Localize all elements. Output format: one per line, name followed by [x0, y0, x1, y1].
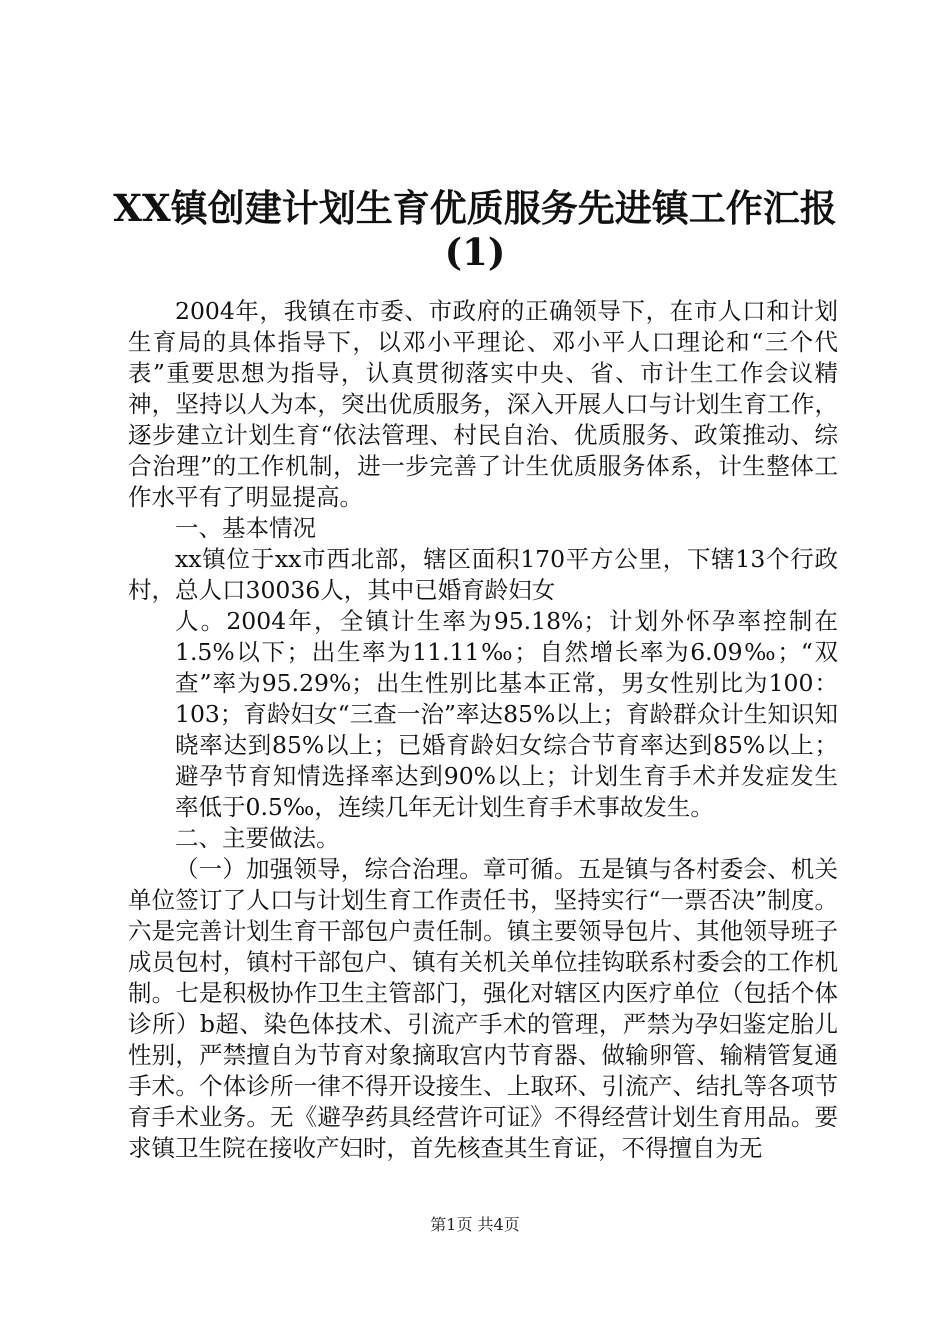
section-heading-practices: 二、主要做法。 [175, 824, 340, 852]
page-footer: 第1页 共4页 [430, 1215, 520, 1234]
paragraph-intro: 2004年，我镇在市委、市政府的正确领导下，在市人口和计划生育局的具体指导下，以邓小平理论、邓小平人口理论和“三个代表”重要思想为指导，认真贯彻落实中央、省、市计生工作会议精神，坚持以人为本，突出优质服务，深入开展人口与计划生育工作，逐步建立计划生育“依法管理、村民自治、优质服务、政策推动、综合治理”的工作机制，进一步完善了计生优质服务体系，计生整体工作水平有了明显提高。 [128, 297, 838, 511]
paragraph-basic-info: xx镇位于xx市西北部，辖区面积170平方公里，下辖13个行政村，总人口30036人，其中已婚育龄妇女 [128, 545, 838, 604]
paragraph-basic-stats: 人。2004年，全镇计生率为95.18%；计划外怀孕率控制在1.5%以下；出生率为11.11‰；自然增长率为6.09‰；“双查”率为95.29%；出生性别比基本正常，男女性别比为100：103；育龄妇女“三查一治”率达85%以上；育龄群众计生知识知晓率达到85%以上；已婚育龄妇女综合节育率达到85%以上；避孕节育知情选择率达到90%以上；计划生育手术并发症发生率低于0.5‰，连续几年无计划生育手术事故发生。 [175, 607, 838, 821]
paragraph-practices-1: （一）加强领导，综合治理。章可循。五是镇与各村委会、机关单位签订了人口与计划生育工作责任书，坚持实行“一票否决”制度。六是完善计划生育干部包户责任制。镇主要领导包片、其他领导班子成员包村，镇村干部包户、镇有关机关单位挂钩联系村委会的工作机制。七是积极协作卫生主管部门，强化对辖区内医疗单位（包括个体诊所）b超、染色体技术、引流产手术的管理，严禁为孕妇鉴定胎儿性别，严禁擅自为节育对象摘取宫内节育器、做输卵管、输精管复通手术。个体诊所一律不得开设接生、上取环、引流产、结扎等各项节育手术业务。无《避孕药具经营许可证》不得经营计划生育用品。要求镇卫生院在接收产妇时，首先核查其生育证，不得擅自为无 [128, 855, 838, 1162]
document-title-line1: XX镇创建计划生育优质服务先进镇工作汇报 [113, 186, 837, 230]
section-heading-basic: 一、基本情况 [175, 514, 316, 542]
document-body [128, 296, 838, 1164]
document-title-line2: (1) [444, 230, 506, 274]
